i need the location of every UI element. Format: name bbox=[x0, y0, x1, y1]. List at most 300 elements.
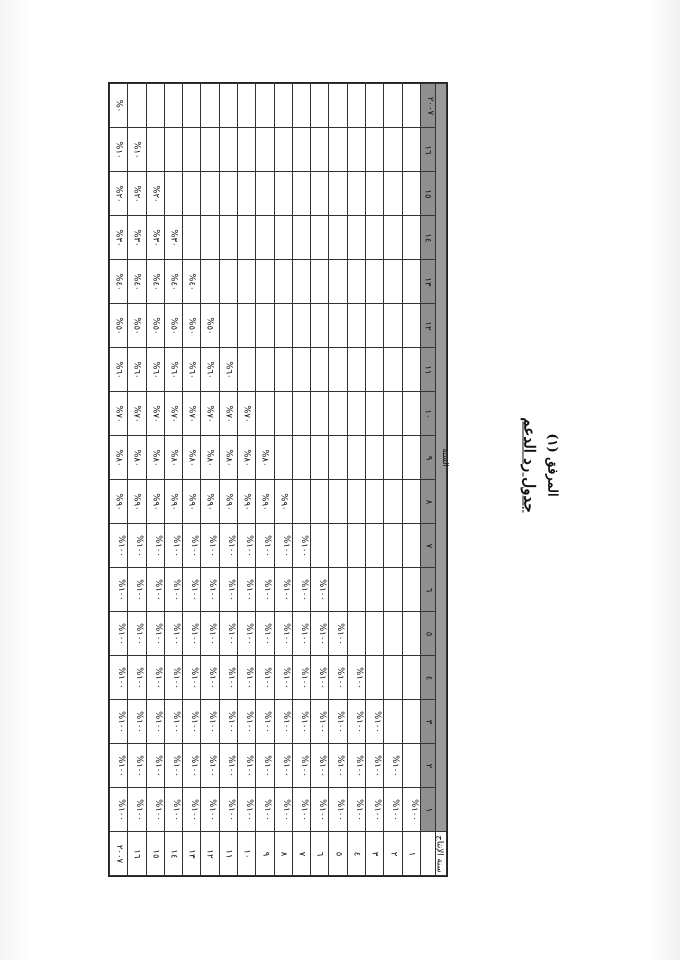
cell-value: %١٠٠ bbox=[189, 754, 200, 777]
cell-value: %١٠٠ bbox=[134, 622, 145, 645]
table-cell bbox=[402, 612, 421, 656]
table-cell bbox=[110, 480, 128, 524]
cell-value: %١٠٠ bbox=[316, 666, 327, 689]
table-cell bbox=[164, 788, 182, 832]
table-cell bbox=[201, 392, 219, 436]
table-cell bbox=[402, 128, 421, 172]
table-cell bbox=[347, 524, 365, 568]
table-cell bbox=[201, 436, 219, 480]
table-row bbox=[110, 744, 447, 788]
row-label: ٢ bbox=[387, 851, 398, 856]
table-cell bbox=[183, 216, 201, 260]
cell-value: %١٠٠ bbox=[371, 798, 382, 821]
table-cell bbox=[384, 568, 402, 612]
row-label: ٢٠٠٧ bbox=[114, 844, 125, 863]
cell-value: %١٠٠ bbox=[335, 666, 346, 689]
cell-value: %٧٠ bbox=[241, 404, 252, 423]
table-cell bbox=[201, 524, 219, 568]
cell-value: %١٠٠ bbox=[134, 798, 145, 821]
table-cell bbox=[274, 700, 292, 744]
cell-value: %١٠٠ bbox=[316, 710, 327, 733]
table-cell bbox=[384, 788, 402, 832]
table-cell bbox=[219, 568, 237, 612]
cell-value: %١٠٠ bbox=[262, 798, 273, 821]
table-cell bbox=[311, 304, 329, 348]
row-label: ١ bbox=[406, 851, 417, 856]
table-cell bbox=[292, 172, 310, 216]
cell-value: %١٠٠ bbox=[170, 798, 181, 821]
table-cell bbox=[128, 788, 146, 832]
cell-value: %٨٠ bbox=[131, 448, 142, 467]
table-cell bbox=[402, 216, 421, 260]
table-cell bbox=[146, 700, 164, 744]
cell-value: %٥٠ bbox=[150, 316, 161, 335]
table-cell bbox=[384, 436, 402, 480]
cell-value: %١٠٠ bbox=[390, 798, 401, 821]
table-cell bbox=[128, 260, 146, 304]
cell-value: %١٠٠ bbox=[207, 754, 218, 777]
cell-value: %١٠٠ bbox=[189, 534, 200, 557]
table-cell bbox=[311, 656, 329, 700]
year-header: ٢ bbox=[422, 763, 433, 768]
year-header-cell bbox=[421, 744, 436, 788]
table-cell bbox=[274, 788, 292, 832]
cell-value: %٩٠ bbox=[259, 492, 270, 511]
year-header-cell bbox=[421, 260, 436, 304]
table-cell bbox=[274, 348, 292, 392]
table-cell bbox=[292, 348, 310, 392]
year-header: ١٦ bbox=[422, 144, 433, 155]
table-cell bbox=[402, 568, 421, 612]
table-cell bbox=[219, 348, 237, 392]
cell-value: %١٠٠ bbox=[353, 710, 364, 733]
table-cell bbox=[128, 392, 146, 436]
row-label: ٦ bbox=[314, 851, 325, 856]
table-cell bbox=[329, 568, 347, 612]
cell-value: %١٠٠ bbox=[243, 754, 254, 777]
table-cell bbox=[164, 700, 182, 744]
cell-value: %٤٠ bbox=[150, 272, 161, 291]
table-cell bbox=[311, 348, 329, 392]
cell-value: %٦٠ bbox=[223, 360, 234, 379]
table-cell bbox=[365, 260, 383, 304]
table-cell bbox=[201, 304, 219, 348]
cell-value: %١٠٠ bbox=[298, 754, 309, 777]
year-header: ١٤ bbox=[422, 232, 433, 243]
cell-value: %١٠٠ bbox=[134, 666, 145, 689]
cell-value: %١٠٠ bbox=[298, 622, 309, 645]
table-cell bbox=[183, 480, 201, 524]
cell-value: %١٠٠ bbox=[207, 578, 218, 601]
table-cell bbox=[219, 392, 237, 436]
year-header: ٢٠٠٧ bbox=[425, 96, 436, 115]
cell-value: %١٠٠ bbox=[390, 754, 401, 777]
cell-value: %٨٠ bbox=[168, 448, 179, 467]
row-label: ١٦ bbox=[131, 848, 142, 859]
cell-value: %٢٠ bbox=[131, 184, 142, 203]
table-cell bbox=[219, 480, 237, 524]
table-cell bbox=[274, 84, 292, 128]
table-cell bbox=[219, 216, 237, 260]
table-cell bbox=[384, 84, 402, 128]
row-label: ١١ bbox=[223, 848, 234, 859]
cell-value: %٣٠ bbox=[113, 228, 124, 247]
table-cell bbox=[110, 260, 128, 304]
subsidy-grid bbox=[109, 83, 450, 876]
table-cell bbox=[329, 172, 347, 216]
row-label: ٣ bbox=[369, 851, 380, 856]
table-cell bbox=[237, 744, 255, 788]
table-cell bbox=[183, 436, 201, 480]
table-cell bbox=[164, 480, 182, 524]
table-cell bbox=[329, 788, 347, 832]
table-cell bbox=[128, 84, 146, 128]
table-cell bbox=[146, 304, 164, 348]
year-header-cell bbox=[421, 304, 436, 348]
table-cell bbox=[274, 480, 292, 524]
table-cell bbox=[347, 480, 365, 524]
year-header-cell bbox=[421, 84, 436, 128]
table-cell bbox=[110, 172, 128, 216]
table-cell bbox=[183, 348, 201, 392]
cell-value: %١٠٠ bbox=[170, 666, 181, 689]
table-cell bbox=[365, 172, 383, 216]
table-row bbox=[110, 348, 447, 392]
table-cell bbox=[164, 524, 182, 568]
cell-value: %٤٠ bbox=[186, 272, 197, 291]
table-cell bbox=[128, 436, 146, 480]
year-header: ٤ bbox=[422, 675, 433, 680]
table-cell bbox=[110, 656, 128, 700]
cell-value: %١٠٠ bbox=[134, 710, 145, 733]
table-cell bbox=[365, 612, 383, 656]
row-label-cell bbox=[110, 832, 128, 876]
table-cell bbox=[183, 172, 201, 216]
table-row bbox=[110, 436, 447, 480]
row-label-cell bbox=[219, 832, 237, 876]
table-cell bbox=[274, 744, 292, 788]
table-cell bbox=[402, 84, 421, 128]
table-cell bbox=[146, 568, 164, 612]
cell-value: %٤٠ bbox=[168, 272, 179, 291]
table-cell bbox=[219, 436, 237, 480]
cell-value: %٥٠ bbox=[113, 316, 124, 335]
row-label: ١٠ bbox=[241, 848, 252, 859]
cell-value: %١٠٠ bbox=[152, 754, 163, 777]
cell-value: %١٠٠ bbox=[152, 622, 163, 645]
cell-value: %١٠٠ bbox=[280, 798, 291, 821]
cell-value: %١٠٠ bbox=[243, 798, 254, 821]
cell-value: %١٠٠ bbox=[115, 710, 126, 733]
table-cell bbox=[402, 436, 421, 480]
table-cell bbox=[311, 788, 329, 832]
cell-value: %٥٠ bbox=[186, 316, 197, 335]
table-cell bbox=[201, 788, 219, 832]
table-cell bbox=[347, 392, 365, 436]
cell-value: %١٠٠ bbox=[298, 578, 309, 601]
table-cell bbox=[256, 128, 274, 172]
row-label-cell bbox=[256, 832, 274, 876]
row-label: ١٤ bbox=[168, 848, 179, 859]
table-cell bbox=[274, 128, 292, 172]
year-header: ١ bbox=[422, 807, 433, 812]
cell-value: %١٠٠ bbox=[262, 754, 273, 777]
table-cell bbox=[256, 216, 274, 260]
year-header-cell bbox=[421, 348, 436, 392]
table-cell bbox=[183, 568, 201, 612]
table-cell bbox=[256, 744, 274, 788]
row-label-cell bbox=[128, 832, 146, 876]
table-cell bbox=[237, 436, 255, 480]
table-row bbox=[110, 568, 447, 612]
table-cell bbox=[311, 744, 329, 788]
row-label-cell bbox=[164, 832, 182, 876]
table-cell bbox=[146, 260, 164, 304]
table-cell bbox=[183, 128, 201, 172]
cell-value: %١٠٠ bbox=[280, 666, 291, 689]
table-cell bbox=[292, 612, 310, 656]
table-row bbox=[110, 392, 447, 436]
table-cell bbox=[402, 392, 421, 436]
table-row bbox=[110, 524, 447, 568]
cell-value: %١٠٠ bbox=[316, 578, 327, 601]
table-cell bbox=[311, 436, 329, 480]
table-cell bbox=[311, 700, 329, 744]
table-cell bbox=[183, 260, 201, 304]
table-cell bbox=[237, 216, 255, 260]
table-cell bbox=[128, 612, 146, 656]
table-cell bbox=[292, 260, 310, 304]
corner-header: سنة الإنتاج bbox=[434, 834, 445, 873]
table-cell bbox=[146, 172, 164, 216]
table-cell bbox=[274, 304, 292, 348]
row-label: ١٢ bbox=[205, 848, 216, 859]
table-cell bbox=[201, 568, 219, 612]
table-cell bbox=[256, 524, 274, 568]
table-cell bbox=[402, 172, 421, 216]
cell-value: %٩٠ bbox=[168, 492, 179, 511]
cell-value: %١٠٠ bbox=[170, 754, 181, 777]
table-cell bbox=[183, 304, 201, 348]
table-cell bbox=[219, 172, 237, 216]
cell-value: %٩٠ bbox=[150, 492, 161, 511]
table-cell bbox=[183, 612, 201, 656]
cell-value: %٩٠ bbox=[186, 492, 197, 511]
table-cell bbox=[256, 480, 274, 524]
cell-value: %٨٠ bbox=[186, 448, 197, 467]
cell-value: %١٠٠ bbox=[335, 622, 346, 645]
cell-value: %١٠٠ bbox=[207, 710, 218, 733]
table-cell bbox=[110, 348, 128, 392]
group-header: السنة bbox=[440, 448, 450, 467]
cell-value: %٦٠ bbox=[186, 360, 197, 379]
cell-value: %١٠٠ bbox=[298, 710, 309, 733]
cell-value: %١٠٠ bbox=[207, 666, 218, 689]
table-cell bbox=[274, 524, 292, 568]
cell-value: %٨٠ bbox=[113, 448, 124, 467]
table-cell bbox=[219, 612, 237, 656]
table-cell bbox=[311, 392, 329, 436]
table-cell bbox=[219, 260, 237, 304]
table-cell bbox=[347, 84, 365, 128]
table-cell bbox=[146, 480, 164, 524]
cell-value: %١٠٠ bbox=[262, 666, 273, 689]
row-label: ٧ bbox=[296, 851, 307, 856]
table-cell bbox=[110, 788, 128, 832]
table-cell bbox=[274, 612, 292, 656]
table-cell bbox=[384, 172, 402, 216]
table-cell bbox=[110, 612, 128, 656]
year-header: ٥ bbox=[422, 631, 433, 636]
year-header: ٣ bbox=[422, 719, 433, 724]
table-cell bbox=[329, 612, 347, 656]
cell-value: %٦٠ bbox=[113, 360, 124, 379]
table-cell bbox=[146, 128, 164, 172]
table-cell bbox=[256, 172, 274, 216]
table-cell bbox=[128, 304, 146, 348]
year-header: ٨ bbox=[422, 499, 433, 504]
table-cell bbox=[237, 700, 255, 744]
cell-value: %١٠٠ bbox=[189, 622, 200, 645]
cell-value: %١٠٠ bbox=[243, 710, 254, 733]
cell-value: %٩٠ bbox=[113, 492, 124, 511]
table-cell bbox=[256, 392, 274, 436]
table-cell bbox=[292, 524, 310, 568]
table-cell bbox=[329, 304, 347, 348]
table-cell bbox=[164, 348, 182, 392]
cell-value: %٣٠ bbox=[168, 228, 179, 247]
table-cell bbox=[219, 656, 237, 700]
table-cell bbox=[311, 172, 329, 216]
table-cell bbox=[292, 568, 310, 612]
table-row bbox=[110, 612, 447, 656]
cell-value: %١٠٠ bbox=[262, 534, 273, 557]
cell-value: %١٠٠ bbox=[207, 622, 218, 645]
table-cell bbox=[146, 524, 164, 568]
cell-value: %١٠٠ bbox=[152, 710, 163, 733]
cell-value: %٧٠ bbox=[131, 404, 142, 423]
row-label-cell bbox=[384, 832, 402, 876]
cell-value: %١٠٠ bbox=[115, 754, 126, 777]
row-label-cell bbox=[402, 832, 421, 876]
table-cell bbox=[311, 568, 329, 612]
table-cell bbox=[183, 392, 201, 436]
table-cell bbox=[110, 744, 128, 788]
table-cell bbox=[237, 304, 255, 348]
table-cell bbox=[256, 612, 274, 656]
table-row bbox=[110, 832, 447, 876]
table-cell bbox=[164, 216, 182, 260]
cell-value: %١٠٠ bbox=[225, 622, 236, 645]
table-cell bbox=[292, 84, 310, 128]
table-cell bbox=[128, 172, 146, 216]
table-cell bbox=[365, 304, 383, 348]
table-cell bbox=[274, 216, 292, 260]
table-cell bbox=[201, 612, 219, 656]
table-cell bbox=[146, 84, 164, 128]
table-cell bbox=[384, 700, 402, 744]
table-cell bbox=[365, 568, 383, 612]
cell-value: %٦٠ bbox=[131, 360, 142, 379]
table-cell bbox=[201, 656, 219, 700]
year-header-cell bbox=[421, 392, 436, 436]
table-cell bbox=[201, 744, 219, 788]
cell-value: %١٠٠ bbox=[225, 534, 236, 557]
table-cell bbox=[384, 656, 402, 700]
table-row bbox=[110, 260, 447, 304]
table-row bbox=[110, 480, 447, 524]
table-cell bbox=[237, 568, 255, 612]
table-cell bbox=[164, 304, 182, 348]
cell-value: %٩٠ bbox=[131, 492, 142, 511]
row-label-cell bbox=[365, 832, 383, 876]
table-cell bbox=[110, 392, 128, 436]
table-cell bbox=[347, 744, 365, 788]
cell-value: %٧٠ bbox=[113, 404, 124, 423]
table-cell bbox=[347, 172, 365, 216]
table-cell bbox=[347, 436, 365, 480]
cell-value: %١٠٠ bbox=[134, 578, 145, 601]
title-rotated bbox=[521, 365, 560, 565]
table-cell bbox=[256, 436, 274, 480]
year-header: ١١ bbox=[422, 364, 433, 375]
table-cell bbox=[384, 216, 402, 260]
table-cell bbox=[384, 744, 402, 788]
table-cell bbox=[274, 568, 292, 612]
table-cell bbox=[384, 260, 402, 304]
cell-value: %٣٠ bbox=[131, 228, 142, 247]
table-cell bbox=[146, 788, 164, 832]
cell-value: %١٠٠ bbox=[243, 666, 254, 689]
table-cell bbox=[146, 612, 164, 656]
year-header: ٦ bbox=[422, 587, 433, 592]
cell-value: %١٠٠ bbox=[335, 710, 346, 733]
row-label: ١٣ bbox=[186, 848, 197, 859]
table-cell bbox=[329, 260, 347, 304]
table-cell bbox=[329, 524, 347, 568]
cell-value: %١٠٠ bbox=[243, 622, 254, 645]
table-cell bbox=[292, 788, 310, 832]
cell-value: %١٠٠ bbox=[353, 754, 364, 777]
table-cell bbox=[347, 304, 365, 348]
table-cell bbox=[256, 84, 274, 128]
table-cell bbox=[365, 392, 383, 436]
table-cell bbox=[365, 128, 383, 172]
table-cell bbox=[311, 128, 329, 172]
table-cell bbox=[365, 788, 383, 832]
table-cell bbox=[201, 700, 219, 744]
table-cell bbox=[347, 568, 365, 612]
cell-value: %١٠٠ bbox=[408, 798, 419, 821]
table-cell bbox=[164, 612, 182, 656]
cell-value: %١٠٠ bbox=[335, 798, 346, 821]
table-cell bbox=[365, 656, 383, 700]
table-cell bbox=[402, 700, 421, 744]
table-row bbox=[110, 304, 447, 348]
table-cell bbox=[329, 348, 347, 392]
table-cell bbox=[402, 480, 421, 524]
table-cell bbox=[183, 524, 201, 568]
table-cell bbox=[183, 84, 201, 128]
table-cell bbox=[164, 128, 182, 172]
table-cell bbox=[110, 216, 128, 260]
table-cell bbox=[311, 480, 329, 524]
year-header: ٧ bbox=[422, 543, 433, 548]
table-cell bbox=[128, 348, 146, 392]
table-cell bbox=[237, 84, 255, 128]
table-cell bbox=[237, 656, 255, 700]
annex-title: المرفق (١) bbox=[544, 433, 560, 497]
